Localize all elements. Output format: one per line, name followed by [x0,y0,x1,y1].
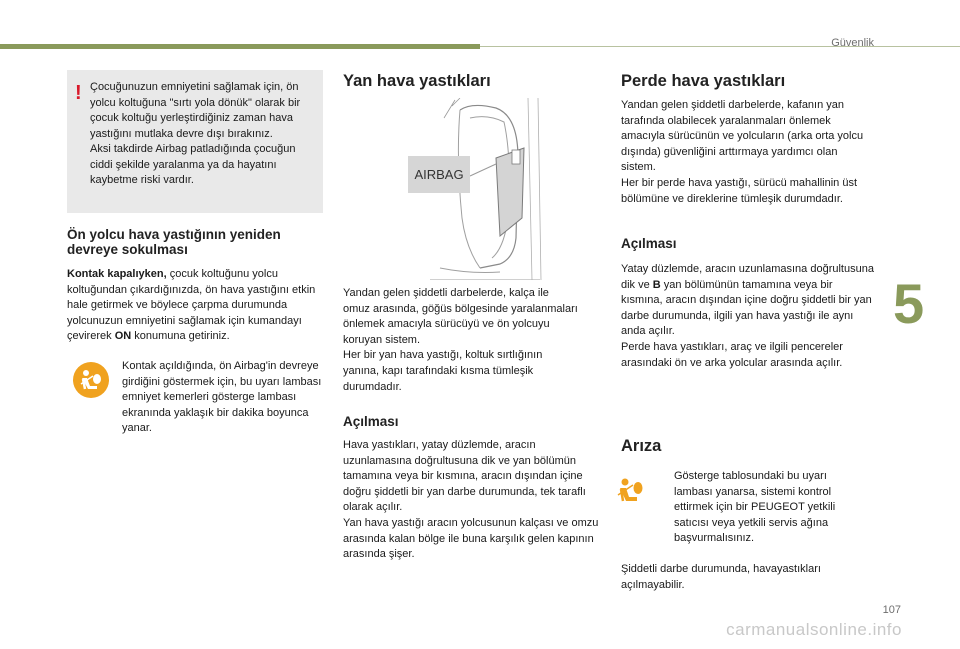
page-number: 107 [882,604,901,616]
fault-note: Şiddetli darbe durumunda, havayastıkları açılmayabilir. [621,563,821,591]
reactivation-bold: Kontak kapalıyken, [67,268,167,280]
header-accent-bar [0,44,480,49]
fault-heading: Arıza [621,437,662,455]
warning-text: Çocuğunuzun emniyetini sağlamak için, ön yolcu koltuğuna "sırtı yola dönük" olarak bir çocuk koltuğu yerleştirdiğiniz zaman hava yastığını mutlaka devre dışı bırakınız. Aksi takdirde Airbag patladığında çocuğun ciddi şekilde yaralanma ya da hayatını kaybetme riski vardır. [90,81,301,186]
side-deploy-text: Hava yastıkları, yatay düzlemde, aracın uzunlamasına doğrultusuna dik ve yan bölümün tamamına veya bir kısmına, aracın dışından içine doğru şiddetli bir yan darbe durumunda, tek taraflı olarak açılır. Yan hava yastığı aracın yolcusunun kalçası ve omzu arasında kalan bölge ile buna karşılık gelen kapının arasında şişer. [343,439,599,561]
curtain-airbags-intro: Yandan gelen şiddetli darbelerde, kafanın yan tarafında olabilecek yaralanmaları önlemek amacıyla sürücünün ve yolcuların (arka orta yolcu dışında) güvenliğini arttırmaya yardımcı olan sistem. Her bir perde hava yastığı, sürücü mahallinin üst bölümüne ve direklerine tümleşik durumdadır. [621,99,864,205]
curtain-deploy-text [621,262,876,371]
curtain-deploy-part-1: Yatay düzlemde, aracın uzunlamasına doğrultusuna dik ve [621,263,874,291]
chapter-number: 5 [893,272,925,335]
airbag-warning-lamp-icon [73,362,109,398]
reactivation-part-2: konumuna getiriniz. [131,330,230,343]
reactivation-part-1: çocuk koltuğunu yolcu koltuğundan çıkardığınızda, ön hava yastığını etkin hale getirmek ve böylece çarpma durumunda yolcunuzun emniyetini sağlamak için kumandayı çevirerek [67,268,316,343]
reactivation-heading: Ön yolcu hava yastığının yeniden devreye sokulması [67,227,281,257]
side-airbags-intro: Yandan gelen şiddetli darbelerde, kalça ile omuz arasında, göğüs bölgesinde yaralanmaları önlemek amacıyla sürücüyü ve ön yolcuyu koruyan sistem. Her bir yan hava yastığı, koltuk sırtlığının yanına, kapı tarafındaki kısma tümleşik durumdadır. [343,287,578,393]
warning-box [67,70,323,213]
curtain-deploy-heading: Açılması [621,236,677,251]
on-label: ON [114,330,132,343]
b-label: B [652,278,661,291]
reactivation-text [67,267,317,345]
curtain-airbags-heading: Perde hava yastıkları [621,72,786,90]
section-label: Güvenlik [831,37,874,49]
airbag-figure-label: AIRBAG [408,156,470,193]
watermark: carmanualsonline.info [726,620,902,639]
lamp-text: Kontak açıldığında, ön Airbag'in devreye girdiğini göstermek için, bu uyarı lambası emniyet kemerleri gösterge lambası ekranında yaklaşık bir dakika boyunca yanar. [122,360,322,435]
header-rule [480,46,960,47]
side-airbags-heading: Yan hava yastıkları [343,72,491,90]
curtain-deploy-part-2: yan bölümünün tamamına veya bir kısmına, aracın dışından içine doğru şiddetli bir yan darbe durumunda, ilgili yan hava yastığı ile aynı anda açılır. Perde hava yastıkları, araç ve ilgili pencereler arasındaki ön ve arka yolcular arasında açılır. [621,278,872,369]
warning-mark: ! [75,82,82,104]
airbag-fault-lamp-icon [613,473,649,509]
side-deploy-heading: Açılması [343,414,399,429]
fault-text: Gösterge tablosundaki bu uyarı lambası yanarsa, sistemi kontrol ettirmek için bir PEUGEOT yetkili satıcısı veya yetkili servis ağına başvurmalısınız. [674,470,836,545]
